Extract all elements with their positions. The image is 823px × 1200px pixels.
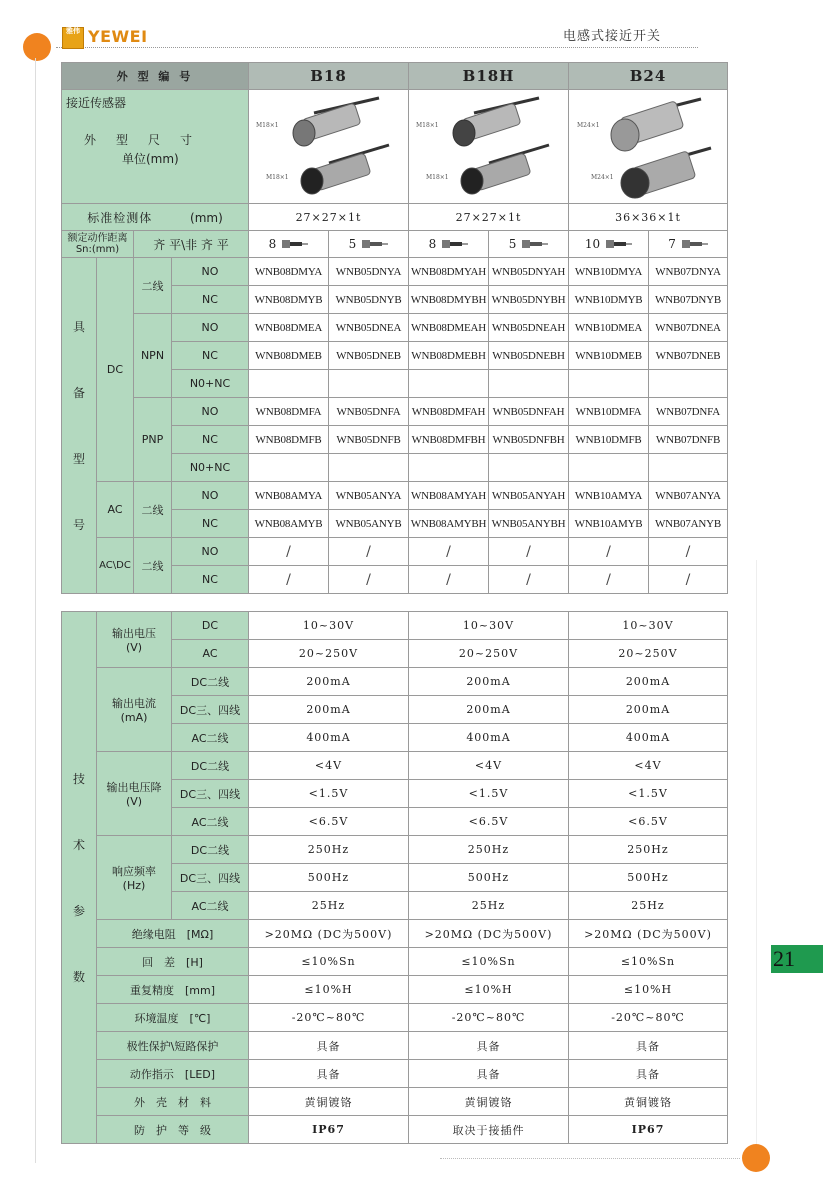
model-cell-empty <box>489 370 569 398</box>
param-value: -20℃~80℃ <box>409 1004 569 1032</box>
model-cell: WNB08DMEA <box>249 314 329 342</box>
std-target-unit: (mm) <box>190 210 223 225</box>
sensor-photo-b18h-bottom <box>426 145 549 194</box>
param-value: 25Hz <box>249 892 409 920</box>
group-dc-two-wire: 二线 <box>134 258 172 314</box>
model-cell: WNB05DNFA <box>329 398 409 426</box>
param-value: 黄铜镀铬 <box>249 1088 409 1116</box>
param-value: 400mA <box>409 724 569 752</box>
output-type: NC <box>172 342 249 370</box>
rated-distance-unit: Sn:(mm) <box>75 244 120 255</box>
param-value: 黄铜镀铬 <box>409 1088 569 1116</box>
param-value: IP67 <box>249 1116 409 1144</box>
std-target-b24: 36×36×1t <box>569 204 728 231</box>
distance-value: 8 <box>428 237 437 251</box>
distance-cell <box>569 231 649 258</box>
std-target-b18: 27×27×1t <box>249 204 409 231</box>
model-cell: WNB05DNFBH <box>489 426 569 454</box>
group-ac: AC <box>97 482 134 538</box>
model-cell: WNB10AMYB <box>569 510 649 538</box>
model-cell: WNB05ANYAH <box>489 482 569 510</box>
param-value: 200mA <box>569 696 728 724</box>
param-value: <6.5V <box>409 808 569 836</box>
size-unit: 单位(mm) <box>122 152 179 166</box>
svg-text:M18×1: M18×1 <box>415 121 439 129</box>
available-models-side-label: 具 备 型 号 <box>62 258 97 594</box>
model-cell: WNB10DMFA <box>569 398 649 426</box>
footer-divider <box>440 1158 740 1159</box>
product-image-b18 <box>249 90 409 204</box>
model-cell: WNB08DMYB <box>249 286 329 314</box>
param-value: ≤10%Sn <box>569 948 728 976</box>
sensor-photo-b18-bottom <box>266 145 389 194</box>
model-cell-empty <box>489 454 569 482</box>
sensor-label: 接近传感器 <box>66 96 127 110</box>
right-margin-line <box>756 560 757 1160</box>
not-available-cell: / <box>249 538 329 566</box>
model-cell: WNB07DNFA <box>649 398 728 426</box>
model-cell: WNB07DNEB <box>649 342 728 370</box>
std-target-label: 标准检测体 <box>87 210 153 225</box>
param-value: 10~30V <box>409 612 569 640</box>
param-label: 极性保护\短路保护 <box>97 1032 249 1060</box>
std-target-label-cell <box>62 204 249 231</box>
model-cell-empty <box>249 370 329 398</box>
group-pnp: PNP <box>134 398 172 482</box>
distance-value: 5 <box>348 237 357 251</box>
model-cell: WNB08DMEB <box>249 342 329 370</box>
distance-value: 7 <box>668 237 676 251</box>
rated-distance-label-cell <box>62 231 134 258</box>
size-label: 外 型 尺 寸 <box>84 133 197 147</box>
param-value: 400mA <box>249 724 409 752</box>
model-cell: WNB08DMEBH <box>409 342 489 370</box>
model-cell: WNB08AMYB <box>249 510 329 538</box>
group-npn: NPN <box>134 314 172 398</box>
param-value: 10~30V <box>569 612 728 640</box>
distance-cell <box>649 231 728 258</box>
distance-cell <box>249 231 329 258</box>
model-cell-empty <box>409 370 489 398</box>
param-value: ≤10%H <box>249 976 409 1004</box>
nonflush-sensor-icon <box>362 239 388 249</box>
param-value: 具备 <box>409 1060 569 1088</box>
rated-distance-label: 额定动作距离 <box>67 233 128 244</box>
param-sub-label: DC二线 <box>172 836 249 864</box>
param-value: <1.5V <box>409 780 569 808</box>
param-value: 400mA <box>569 724 728 752</box>
param-value: 20~250V <box>409 640 569 668</box>
param-value: 具备 <box>569 1032 728 1060</box>
param-value: 200mA <box>569 668 728 696</box>
model-cell: WNB05DNFAH <box>489 398 569 426</box>
product-image-b24 <box>569 90 728 204</box>
distance-value: 5 <box>508 237 517 251</box>
model-cell: WNB08DMFB <box>249 426 329 454</box>
param-value: 10~30V <box>249 612 409 640</box>
output-type: N0+NC <box>172 454 249 482</box>
param-label: 动作指示 [LED] <box>97 1060 249 1088</box>
param-value: <4V <box>569 752 728 780</box>
group-dc: DC <box>97 258 134 482</box>
not-available-cell: / <box>329 538 409 566</box>
param-group-label: 响应频率 (Hz) <box>97 836 172 920</box>
param-value: 取决于接插件 <box>409 1116 569 1144</box>
model-cell: WNB08AMYBH <box>409 510 489 538</box>
model-cell-empty <box>649 370 728 398</box>
model-cell: WNB07DNEA <box>649 314 728 342</box>
model-cell-empty <box>569 370 649 398</box>
left-margin-line <box>35 58 36 1163</box>
param-sub-label: DC三、四线 <box>172 864 249 892</box>
nonflush-sensor-icon <box>522 239 548 249</box>
output-type: NC <box>172 426 249 454</box>
model-cell: WNB07ANYB <box>649 510 728 538</box>
param-label: 回 差 [H] <box>97 948 249 976</box>
param-value: -20℃~80℃ <box>569 1004 728 1032</box>
model-cell: WNB08DMYA <box>249 258 329 286</box>
param-sub-label: AC二线 <box>172 808 249 836</box>
logo-text: YEWEI <box>88 27 148 46</box>
param-value: <1.5V <box>249 780 409 808</box>
param-value: ≤10%H <box>569 976 728 1004</box>
footer-orange-dot <box>742 1144 770 1172</box>
model-cell: WNB05DNYBH <box>489 286 569 314</box>
param-label: 防 护 等 级 <box>97 1116 249 1144</box>
model-cell-empty <box>649 454 728 482</box>
model-header-b18h: B18H <box>409 63 569 90</box>
output-type: NC <box>172 510 249 538</box>
param-sub-label: DC <box>172 612 249 640</box>
model-cell: WNB08DMYAH <box>409 258 489 286</box>
param-sub-label: DC三、四线 <box>172 780 249 808</box>
param-value: >20MΩ (DC为500V) <box>569 920 728 948</box>
param-value: 20~250V <box>569 640 728 668</box>
model-header-b24: B24 <box>569 63 728 90</box>
param-value: 500Hz <box>249 864 409 892</box>
model-cell: WNB05ANYBH <box>489 510 569 538</box>
model-header-b18: B18 <box>249 63 409 90</box>
not-available-cell: / <box>569 538 649 566</box>
param-value: 25Hz <box>569 892 728 920</box>
param-value: 250Hz <box>569 836 728 864</box>
param-value: 500Hz <box>409 864 569 892</box>
svg-text:M18×1: M18×1 <box>425 173 449 181</box>
model-cell: WNB10DMYB <box>569 286 649 314</box>
output-type: NC <box>172 566 249 594</box>
param-label: 绝缘电阻 [MΩ] <box>97 920 249 948</box>
mount-type-label: 齐 平\非 齐 平 <box>134 231 249 258</box>
model-cell: WNB08DMEAH <box>409 314 489 342</box>
param-value: >20MΩ (DC为500V) <box>249 920 409 948</box>
model-cell-empty <box>409 454 489 482</box>
param-sub-label: DC三、四线 <box>172 696 249 724</box>
output-type: NO <box>172 398 249 426</box>
distance-cell <box>409 231 489 258</box>
not-available-cell: / <box>409 566 489 594</box>
param-value: 具备 <box>249 1060 409 1088</box>
sensor-photo-b18-top <box>256 98 379 146</box>
model-cell-empty <box>249 454 329 482</box>
sensor-photo-b24-top <box>577 99 701 151</box>
param-sub-label: AC二线 <box>172 892 249 920</box>
distance-value: 10 <box>584 237 601 251</box>
param-value: <6.5V <box>249 808 409 836</box>
product-image-b18h <box>409 90 569 204</box>
param-sub-label: DC二线 <box>172 668 249 696</box>
column-header-label: 外 型 编 号 <box>62 63 249 90</box>
distance-cell <box>489 231 569 258</box>
model-cell: WNB10AMYA <box>569 482 649 510</box>
logo-icon: 雅伟 <box>62 27 84 49</box>
param-value: 250Hz <box>249 836 409 864</box>
model-cell: WNB05DNEBH <box>489 342 569 370</box>
param-sub-label: AC二线 <box>172 724 249 752</box>
param-value: 500Hz <box>569 864 728 892</box>
param-value: -20℃~80℃ <box>249 1004 409 1032</box>
not-available-cell: / <box>569 566 649 594</box>
group-acdc-two-wire: 二线 <box>134 538 172 594</box>
tech-params-side-label: 技 术 参 数 <box>62 612 97 1144</box>
not-available-cell: / <box>489 538 569 566</box>
tech-params-table <box>61 611 728 1144</box>
param-value: 黄铜镀铬 <box>569 1088 728 1116</box>
param-label: 重复精度 [mm] <box>97 976 249 1004</box>
model-cell: WNB05DNEA <box>329 314 409 342</box>
param-value: 250Hz <box>409 836 569 864</box>
page-number: 21 <box>771 945 823 973</box>
model-cell: WNB10DMEB <box>569 342 649 370</box>
model-cell: WNB07DNYA <box>649 258 728 286</box>
std-target-b18h: 27×27×1t <box>409 204 569 231</box>
param-label: 外 壳 材 料 <box>97 1088 249 1116</box>
group-acdc: AC\DC <box>97 538 134 594</box>
output-type: NC <box>172 286 249 314</box>
param-group-label: 输出电压降 (V) <box>97 752 172 836</box>
param-value: <6.5V <box>569 808 728 836</box>
model-cell: WNB08DMYBH <box>409 286 489 314</box>
output-type: NO <box>172 538 249 566</box>
group-ac-two-wire: 二线 <box>134 482 172 538</box>
model-cell: WNB07ANYA <box>649 482 728 510</box>
param-value: 20~250V <box>249 640 409 668</box>
param-group-label: 输出电流 (mA) <box>97 668 172 752</box>
model-cell: WNB07DNFB <box>649 426 728 454</box>
svg-text:M18×1: M18×1 <box>265 173 289 181</box>
param-value: 具备 <box>409 1032 569 1060</box>
param-value: 25Hz <box>409 892 569 920</box>
model-cell: WNB05DNFB <box>329 426 409 454</box>
param-value: 200mA <box>249 696 409 724</box>
flush-sensor-icon <box>282 239 308 249</box>
param-value: 具备 <box>249 1032 409 1060</box>
not-available-cell: / <box>249 566 329 594</box>
model-cell: WNB07DNYB <box>649 286 728 314</box>
sensor-photo-b18h-top <box>416 98 539 146</box>
not-available-cell: / <box>409 538 489 566</box>
model-cell-empty <box>569 454 649 482</box>
model-cell-empty <box>329 454 409 482</box>
param-value: 200mA <box>409 696 569 724</box>
sensor-model-table <box>61 62 728 594</box>
model-cell-empty <box>329 370 409 398</box>
param-label: 环境温度 [℃] <box>97 1004 249 1032</box>
svg-text:M24×1: M24×1 <box>591 173 614 181</box>
flush-sensor-icon <box>606 239 632 249</box>
param-group-label: 输出电压 (V) <box>97 612 172 668</box>
header-divider <box>56 47 698 48</box>
model-cell: WNB05DNYAH <box>489 258 569 286</box>
model-cell: WNB08DMFA <box>249 398 329 426</box>
model-cell: WNB08AMYA <box>249 482 329 510</box>
model-cell: WNB10DMYA <box>569 258 649 286</box>
param-value: 200mA <box>409 668 569 696</box>
param-value: >20MΩ (DC为500V) <box>409 920 569 948</box>
header-orange-dot <box>23 33 51 61</box>
not-available-cell: / <box>649 566 728 594</box>
param-value: 200mA <box>249 668 409 696</box>
model-cell: WNB05ANYA <box>329 482 409 510</box>
page-title: 电感式接近开关 <box>562 29 661 44</box>
size-label-cell <box>62 90 249 204</box>
param-value: <1.5V <box>569 780 728 808</box>
output-type: NO <box>172 258 249 286</box>
model-cell: WNB08AMYAH <box>409 482 489 510</box>
sensor-photo-b24-bottom <box>591 148 711 198</box>
param-value: 具备 <box>569 1060 728 1088</box>
flush-sensor-icon <box>442 239 468 249</box>
param-value: ≤10%Sn <box>409 948 569 976</box>
output-type: NO <box>172 482 249 510</box>
param-sub-label: AC <box>172 640 249 668</box>
not-available-cell: / <box>649 538 728 566</box>
param-value: ≤10%Sn <box>249 948 409 976</box>
param-value: ≤10%H <box>409 976 569 1004</box>
output-type: N0+NC <box>172 370 249 398</box>
model-cell: WNB05DNYB <box>329 286 409 314</box>
param-value: <4V <box>409 752 569 780</box>
param-value: <4V <box>249 752 409 780</box>
distance-value: 8 <box>268 237 277 251</box>
distance-cell <box>329 231 409 258</box>
not-available-cell: / <box>329 566 409 594</box>
model-cell: WNB05ANYB <box>329 510 409 538</box>
svg-text:M18×1: M18×1 <box>255 121 279 129</box>
model-cell: WNB05DNEAH <box>489 314 569 342</box>
nonflush-sensor-icon <box>682 239 708 249</box>
model-cell: WNB08DMFBH <box>409 426 489 454</box>
model-cell: WNB08DMFAH <box>409 398 489 426</box>
param-value: IP67 <box>569 1116 728 1144</box>
output-type: NO <box>172 314 249 342</box>
not-available-cell: / <box>489 566 569 594</box>
model-cell: WNB05DNEB <box>329 342 409 370</box>
model-cell: WNB10DMEA <box>569 314 649 342</box>
svg-text:M24×1: M24×1 <box>577 121 600 129</box>
model-cell: WNB10DMFB <box>569 426 649 454</box>
model-cell: WNB05DNYA <box>329 258 409 286</box>
param-sub-label: DC二线 <box>172 752 249 780</box>
